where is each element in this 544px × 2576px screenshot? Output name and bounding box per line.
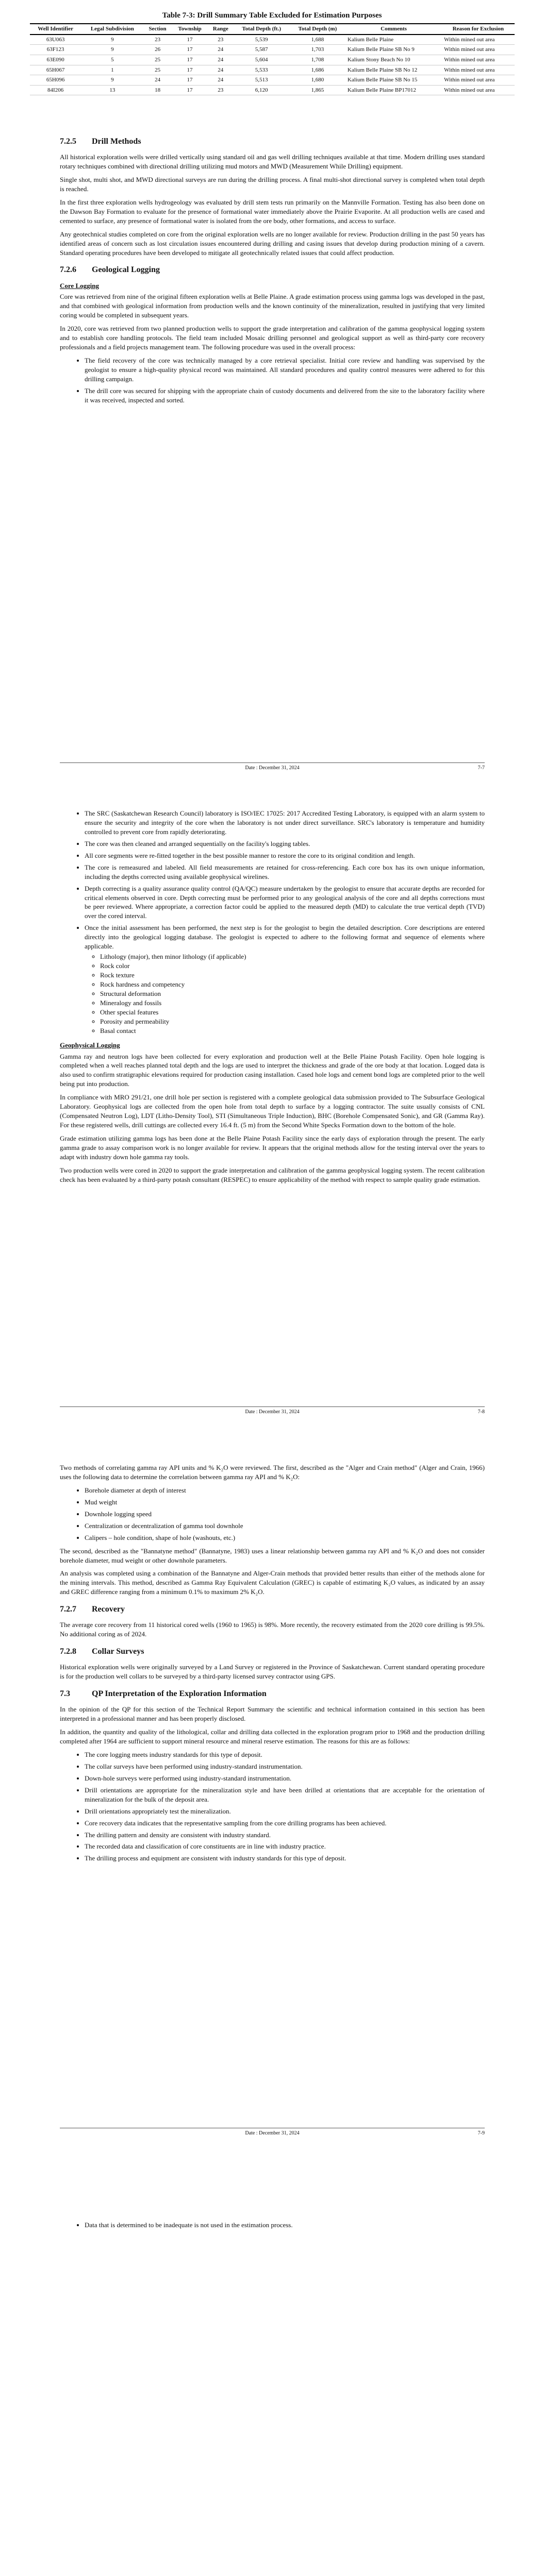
table-cell: 1,688 xyxy=(290,35,345,45)
list-item: • The core was then cleaned and arranged sequentially on the facility's logging tables. xyxy=(85,839,485,849)
page-footer xyxy=(60,2128,485,2136)
table-cell: 25 xyxy=(143,65,172,75)
list-item: • Core recovery data indicates that the representative sampling from the core drilling programs has been achieved. xyxy=(85,1819,485,1828)
table-cell: Within mined out area xyxy=(442,55,514,65)
table-body xyxy=(30,35,515,95)
sub-list-item: ◦ Structural deformation xyxy=(100,989,485,998)
list-item xyxy=(85,923,485,1035)
paragraph: All historical exploration wells were drilled vertically using standard oil and gas well drilling techniques available at that time. Modern drilling uses standard rotary techniques combined with directional drilling utilizing mud motors and MWD (Measurement While Drilling) equipment. xyxy=(60,153,485,171)
paragraph: Grade estimation utilizing gamma logs has been done at the Belle Plaine Potash Facility since the early days of exploration through the present. The early gamma grade to assay comparison work is no longer available for review. It appears that the original methods allow for the testing interval over the years to adapt with industry down hole gamma ray tools. xyxy=(60,1134,485,1161)
page-number: 7-7 xyxy=(477,765,485,771)
footer-date: Date : December 31, 2024 xyxy=(245,2130,300,2136)
sub-list-item: ◦ Lithology (major), then minor lithology (if applicable) xyxy=(100,952,485,961)
table-cell: 84I206 xyxy=(30,85,81,95)
col-header: Section xyxy=(143,24,172,35)
table-cell: 17 xyxy=(172,75,208,86)
table-cell: 13 xyxy=(81,85,143,95)
table-cell: 23 xyxy=(208,85,234,95)
paragraph: Two methods of correlating gamma ray API units and % K₂O were reviewed. The first, described as the "Alger and Crain method" (Alger and Crain, 1966) uses the following data to determine the correlation between gamma ray API and % K₂O: xyxy=(60,1464,485,1481)
table-cell: 1,708 xyxy=(290,55,345,65)
table-cell: Kalium Stony Beach No 10 xyxy=(345,55,442,65)
paragraph: The average core recovery from 11 historical cored wells (1960 to 1965) is 98%. More recently, the recovery estimated from the 2020 core drilling is 99.5%. No additional coring as of 2024. xyxy=(60,1621,485,1638)
table-cell: 6,120 xyxy=(234,85,290,95)
table-cell: 24 xyxy=(208,45,234,55)
list-item: • The drill core was secured for shipping with the appropriate chain of custody documents and delivered from the site to the laboratory facility where it was received, inspected and sorted. xyxy=(85,386,485,405)
col-header: Total Depth (m) xyxy=(290,24,345,35)
table-row xyxy=(30,45,515,55)
drill-summary-table xyxy=(30,23,515,95)
bullet-list xyxy=(60,809,485,1036)
sub-list-item: ◦ Other special features xyxy=(100,1008,485,1017)
table-cell: 5,539 xyxy=(234,35,290,45)
table-cell: 65H067 xyxy=(30,65,81,75)
section-heading: 7.2.5 Drill Methods xyxy=(60,137,141,146)
page-7-10 xyxy=(0,2164,544,2576)
bullet-list xyxy=(60,2221,485,2230)
table-cell: 9 xyxy=(81,35,143,45)
paragraph: Gamma ray and neutron logs have been collected for every exploration and production well at the Belle Plaine Potash Facility. Open hole logging is completed when a well reaches planned total depth and the logs are used to interpret the thickness and grade of the ore body at that location. Logged data is also used to confirm stratigraphic elevations required for production casing installation. Cased hole logs and cement bond logs are completed prior to the well being put into production. xyxy=(60,1052,485,1088)
list-item: • The recorded data and classification of core constituents are in line with industry practice. xyxy=(85,1842,485,1851)
paragraph: An analysis was completed using a combination of the Bannatyne and Alger-Crain methods that provided better results than either of the methods alone for the mining intervals. This method, described as Gamma Ray Equivalent Calculation (GREC) is capable of estimating K₂O values, as indicated by an assay and GREC difference ranging from a minimum 0.1% to maximum 2% K₂O. xyxy=(60,1569,485,1596)
sub-list-item: ◦ Rock hardness and competency xyxy=(100,980,485,989)
sub-list-item: ◦ Rock texture xyxy=(100,971,485,980)
table-cell: 9 xyxy=(81,45,143,55)
list-item: • Downhole logging speed xyxy=(85,1510,485,1519)
paragraph: In the opinion of the QP for this section of the Technical Report Summary the scientific and technical information contained in this section has been interpreted in a professional manner and has been properly disclosed. xyxy=(60,1705,485,1723)
page-3-body xyxy=(60,1463,485,1867)
table-cell: 24 xyxy=(208,75,234,86)
sub-list xyxy=(85,952,485,1035)
list-item: • The drilling pattern and density are consistent with industry standard. xyxy=(85,1831,485,1840)
table-cell: 9 xyxy=(81,75,143,86)
table-cell: 5 xyxy=(81,55,143,65)
paragraph: In the first three exploration wells hydrogeology was evaluated by drill stem tests run primarily on the Mannville Formation. Testing has also been done on the Dawson Bay Formation to evaluate for the presence of formational water immediately above the Prairie Evaporite. At all production wells are cased and cemented to surface, any presence of formational water is isolated from the ore body, other formations, and access to surface. xyxy=(60,198,485,225)
subsection-heading: Core Logging xyxy=(60,281,99,290)
list-item-text: Once the initial assessment has been performed, the next step is for the geologist to begin the detailed description. Core descriptions are entered directly into the geological logging database. The geologist is expected to adhere to the following format and sequence of elements where applicable. xyxy=(85,924,485,951)
table-cell: 5,587 xyxy=(234,45,290,55)
table-title: Table 7-3: Drill Summary Table Excluded for Estimation Purposes xyxy=(162,11,382,20)
paragraph: In 2020, core was retrieved from two planned production wells to support the grade interpretation and calibration of the gamma geophysical logging system and to establish core handling protocols. The field team included Mosaic drilling personnel and geological support as well as third-party core recovery professionals and a field projects management team. The following procedure was used in the overall process: xyxy=(60,325,485,351)
page-footer xyxy=(60,762,485,771)
table-row xyxy=(30,55,515,65)
list-item: • The SRC (Saskatchewan Research Council) laboratory is ISO/IEC 17025: 2017 Accredited Testing Laboratory, is equipped with an alarm system to ensure the security and integrity of the core when the laboratory is not under direct surveillance. SRC's laboratory is temperature and humidity controlled to prevent core from rapidly deteriorating. xyxy=(85,809,485,837)
col-header: Well Identifier xyxy=(30,24,81,35)
col-header: Range xyxy=(208,24,234,35)
bullet-list xyxy=(60,356,485,405)
subsection-heading: Geophysical Logging xyxy=(60,1041,120,1049)
table-cell: 17 xyxy=(172,55,208,65)
sub-list-item: ◦ Porosity and permeability xyxy=(100,1017,485,1026)
table-cell: 1,703 xyxy=(290,45,345,55)
list-item: • The field recovery of the core was technically managed by a core retrieval specialist. Initial core review and handling was supervised by the geologist to ensure a high-quality physical record was maintained. All standard procedures and quality control measures were adhered to for this drilling campaign. xyxy=(85,356,485,384)
table-cell: 1,865 xyxy=(290,85,345,95)
list-item: • All core segments were re-fitted together in the best possible manner to restore the core to its original condition and length. xyxy=(85,851,485,860)
col-header: Total Depth (ft.) xyxy=(234,24,290,35)
section-heading: 7.2.6 Geological Logging xyxy=(60,265,160,275)
table-cell: 17 xyxy=(172,85,208,95)
footer-date: Date : December 31, 2024 xyxy=(245,1409,300,1415)
table-cell: 1 xyxy=(81,65,143,75)
section-heading: 7.3 QP Interpretation of the Exploration Information xyxy=(60,1689,267,1699)
table-cell: Within mined out area xyxy=(442,75,514,86)
table-row xyxy=(30,85,515,95)
section-heading: 7.2.8 Collar Surveys xyxy=(60,1647,144,1656)
table-cell: 24 xyxy=(208,55,234,65)
table-cell: 5,513 xyxy=(234,75,290,86)
paragraph: Any geotechnical studies completed on core from the original exploration wells are no longer available for review. Production drilling in the past 50 years has identified areas of concern such as lost circulation issues encountered during drilling and casing issues that develop during production mining of a cavern. Standard operating procedures have been developed to mitigate all geotechnically related issues that could affect production. xyxy=(60,230,485,257)
table-cell: 23 xyxy=(208,35,234,45)
table-cell: 26 xyxy=(143,45,172,55)
table-cell: Within mined out area xyxy=(442,45,514,55)
page-7-8 xyxy=(0,809,544,1530)
table-cell: Kalium Belle Plaine SB No 9 xyxy=(345,45,442,55)
table-cell: Within mined out area xyxy=(442,35,514,45)
table-cell: 5,604 xyxy=(234,55,290,65)
col-header: Comments xyxy=(345,24,442,35)
table-cell: 25 xyxy=(143,55,172,65)
table-cell: 63E090 xyxy=(30,55,81,65)
col-header: Legal Subdivision xyxy=(81,24,143,35)
page-number: 7-8 xyxy=(477,1409,485,1415)
table-cell: Within mined out area xyxy=(442,65,514,75)
table-cell: 63F123 xyxy=(30,45,81,55)
list-item: • Borehole diameter at depth of interest xyxy=(85,1486,485,1495)
list-item: • Calipers – hole condition, shape of hole (washouts, etc.) xyxy=(85,1533,485,1543)
table-cell: 23 xyxy=(143,35,172,45)
list-item: • The core logging meets industry standards for this type of deposit. xyxy=(85,1750,485,1759)
table-cell: 18 xyxy=(143,85,172,95)
table-cell: 1,686 xyxy=(290,65,345,75)
page-footer xyxy=(60,1406,485,1415)
col-header: Reason for Exclusion xyxy=(442,24,514,35)
list-item: • Depth correcting is a quality assurance quality control (QA/QC) measure undertaken by the geologist to ensure that accurate depths are recorded for critical elements observed in core. Depth correcting must be performed prior to any geological analysis of the core and all depths corrections must be peer reviewed. Where appropriate, a correction factor could be applied to the measured depth (MD) to calculate the true vertical depth (TVD) over the cored interval. xyxy=(85,884,485,921)
page-1-body xyxy=(60,129,485,409)
page-2-body xyxy=(60,809,485,1189)
paragraph: Historical exploration wells were originally surveyed by a Land Survey or registered in the Province of Saskatchewan. Current standard operating procedure is for the production well collars to be surveyed by a third-party licensed survey contractor using GPS. xyxy=(60,1663,485,1681)
list-item: • Drill orientations are appropriate for the mineralization style and have been drilled at orientations that are acceptable for the orientation of mineralization for the bulk of the deposit area. xyxy=(85,1786,485,1804)
table-cell: 17 xyxy=(172,65,208,75)
list-item: • Mud weight xyxy=(85,1498,485,1507)
page-7-9 xyxy=(0,1463,544,2184)
page-7-7 xyxy=(0,0,544,771)
paragraph: Two production wells were cored in 2020 to support the grade interpretation and calibration of the gamma geophysical logging system. The recent calibration check has been evaluated by a third-party potash consultant (RESPEC) to ensure applicability of the method with respect to sample quality grade estimation. xyxy=(60,1166,485,1183)
col-header: Township xyxy=(172,24,208,35)
paragraph: In compliance with MRO 291/21, one drill hole per section is registered with a complete geological data submission provided to The Subsurface Geological Laboratory. Geophysical logs are collected from the open hole from total depth to surface by a logging contractor. The suite usually consists of CNL (Compensated Neutron Log), LDT (Litho-Density Tool), STI (Simultaneous Triple Induction), BHC (Borehole Compensated Sonic), and GR (Gamma Ray). For these registered wells, drill cuttings are collected every 16.4 ft. (5 m) from the Second White Specks Formation down to the bottom of the hole. xyxy=(60,1093,485,1129)
paragraph: Single shot, multi shot, and MWD directional surveys are run during the drilling process. A final multi-shot directional survey is completed when total depth is reached. xyxy=(60,175,485,193)
list-item: • Centralization or decentralization of gamma tool downhole xyxy=(85,1521,485,1531)
sub-list-item: ◦ Basal contact xyxy=(100,1026,485,1036)
list-item: • Data that is determined to be inadequate is not used in the estimation process. xyxy=(85,2221,485,2230)
list-item: • Drill orientations appropriately test the mineralization. xyxy=(85,1807,485,1816)
sub-list-item: ◦ Mineralogy and fossils xyxy=(100,998,485,1008)
table-row xyxy=(30,35,515,45)
footer-date: Date : December 31, 2024 xyxy=(245,765,300,771)
list-item: • The drilling process and equipment are consistent with industry standards for this type of deposit. xyxy=(85,1854,485,1863)
table-cell: 24 xyxy=(143,75,172,86)
table-cell: 5,533 xyxy=(234,65,290,75)
table-header-row xyxy=(30,24,515,35)
table-cell: 1,680 xyxy=(290,75,345,86)
table-cell: Kalium Belle Plaine SB No 12 xyxy=(345,65,442,75)
table-row xyxy=(30,65,515,75)
table-cell: Kalium Belle Plaine xyxy=(345,35,442,45)
table-row xyxy=(30,75,515,86)
section-heading: 7.2.7 Recovery xyxy=(60,1605,125,1614)
table-cell: Kalium Belle Plaine SB No 15 xyxy=(345,75,442,86)
table-cell: 24 xyxy=(208,65,234,75)
sub-list-item: ◦ Rock color xyxy=(100,961,485,971)
table-cell: Kalium Belle Plaine BP17012 xyxy=(345,85,442,95)
bullet-list xyxy=(60,1750,485,1863)
page-4-body xyxy=(60,2221,485,2234)
paragraph: The second, described as the "Bannatyne method" (Bannatyne, 1983) uses a linear relationship between gamma ray API and % K₂O and does not consider borehole diameter, mud weight or other downhole parameters. xyxy=(60,1547,485,1564)
table-cell: 17 xyxy=(172,45,208,55)
table-cell: 63U063 xyxy=(30,35,81,45)
table-cell: 65H096 xyxy=(30,75,81,86)
table-cell: Within mined out area xyxy=(442,85,514,95)
paragraph: In addition, the quantity and quality of the lithological, collar and drilling data collected in the exploration program prior to 1968 and the production drilling completed after 1964 are sufficient to support mineral resource and mineral reserve estimation. The reasons for this are as follows: xyxy=(60,1728,485,1745)
paragraph: Core was retrieved from nine of the original fifteen exploration wells at Belle Plaine. A grade estimation process using gamma logs was developed in the past, and that combined with geological information from production wells and the known continuity of the mineralization, resulted in justifying that very limited coring would be completed in subsequent years. xyxy=(60,293,485,319)
list-item: • The core is remeasured and labeled. All field measurements are retained for cross-referencing. Each core box has its own unique information, including the depths corrected using available geophysical wirelines. xyxy=(85,863,485,882)
list-item: • The collar surveys have been performed using industry-standard instrumentation. xyxy=(85,1762,485,1771)
page-number: 7-9 xyxy=(477,2130,485,2136)
table-cell: 17 xyxy=(172,35,208,45)
list-item: • Down-hole surveys were performed using industry-standard instrumentation. xyxy=(85,1774,485,1783)
bullet-list xyxy=(60,1486,485,1543)
